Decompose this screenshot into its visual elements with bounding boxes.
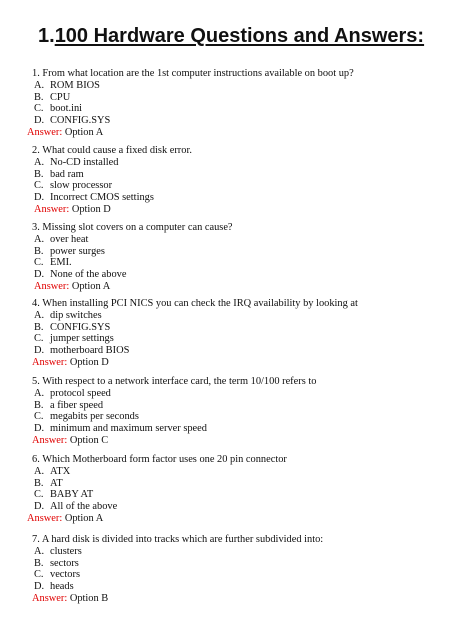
- option-c: C. BABY AT: [34, 489, 94, 501]
- question-block-3: [0, 222, 233, 293]
- answer-value: Option C: [69, 434, 109, 446]
- option-b: B. AT: [34, 477, 63, 489]
- question-block-5: [0, 376, 316, 447]
- question-text: 7. A hard disk is divided into tracks which are further subdivided into:: [32, 534, 324, 545]
- question-block-7: [0, 534, 323, 605]
- option-b: B. power surges: [34, 245, 105, 257]
- answer-value: Option A: [64, 512, 104, 524]
- option-b: B. CPU: [34, 91, 71, 103]
- option-a: A. ROM BIOS: [34, 79, 100, 91]
- question-block-6: [0, 454, 287, 525]
- answer-line: [0, 127, 354, 139]
- answer-line: [0, 513, 287, 525]
- option-d: D. minimum and maximum server speed: [34, 423, 207, 435]
- answer-value: Option B: [69, 592, 109, 604]
- option-c: C. slow processor: [34, 180, 113, 192]
- option-d: D. Incorrect CMOS settings: [34, 192, 154, 204]
- option-c: C. EMI.: [34, 257, 72, 269]
- title-text: 100 Hardware Questions and Answers:: [54, 25, 425, 47]
- question-text: 3. Missing slot covers on a computer can cause?: [32, 222, 233, 233]
- title-prefix: 1.: [38, 25, 55, 47]
- question-block-1: [0, 68, 354, 139]
- answer-line: [0, 281, 233, 293]
- question-block-4: [0, 298, 358, 369]
- answer-line: [0, 593, 323, 605]
- answer-label: Answer:: [27, 126, 63, 138]
- answer-value: Option A: [71, 280, 111, 292]
- option-d: D. motherboard BIOS: [34, 345, 130, 357]
- option-b: B. bad ram: [34, 168, 84, 180]
- question-text: 6. Which Motherboard form factor uses one 20 pin connector: [32, 454, 287, 465]
- answer-line: [0, 357, 358, 369]
- question-text: 5. With respect to a network interface card, the term 10/100 refers to: [32, 376, 317, 387]
- option-d: D. CONFIG.SYS: [34, 115, 111, 127]
- answer-value: Option A: [64, 126, 104, 138]
- answer-label: Answer:: [32, 434, 68, 446]
- question-block-2: [0, 145, 192, 216]
- question-text: 1. From what location are the 1st computer instructions available on boot up?: [32, 68, 354, 79]
- answer-line: [0, 435, 316, 447]
- option-c: C. vectors: [34, 569, 81, 581]
- option-b: B. CONFIG.SYS: [34, 321, 111, 333]
- option-d: D. heads: [34, 581, 74, 593]
- answer-label: Answer:: [27, 512, 63, 524]
- option-b: B. sectors: [34, 557, 79, 569]
- option-a: A. No-CD installed: [34, 156, 119, 168]
- answer-label: Answer:: [32, 592, 68, 604]
- answer-label: Answer:: [32, 356, 68, 368]
- question-text: 2. What could cause a fixed disk error.: [32, 145, 192, 156]
- answer-line: [0, 204, 192, 216]
- option-d: D. None of the above: [34, 269, 127, 281]
- answer-label: Answer:: [34, 280, 70, 292]
- option-c: C. boot.ini: [34, 103, 83, 115]
- answer-label: Answer:: [34, 203, 70, 215]
- option-c: C. jumper settings: [34, 333, 114, 345]
- page-title: [38, 22, 424, 50]
- option-a: A. ATX: [34, 465, 71, 477]
- answer-value: Option D: [69, 356, 109, 368]
- answer-value: Option D: [71, 203, 111, 215]
- option-a: A. clusters: [34, 545, 82, 557]
- option-d: D. All of the above: [34, 501, 118, 513]
- option-a: A. dip switches: [34, 309, 102, 321]
- option-a: A. protocol speed: [34, 387, 111, 399]
- question-text: 4. When installing PCI NICS you can check the IRQ availability by looking at: [32, 298, 358, 309]
- option-b: B. a fiber speed: [34, 399, 104, 411]
- option-c: C. megabits per seconds: [34, 411, 139, 423]
- option-a: A. over heat: [34, 233, 89, 245]
